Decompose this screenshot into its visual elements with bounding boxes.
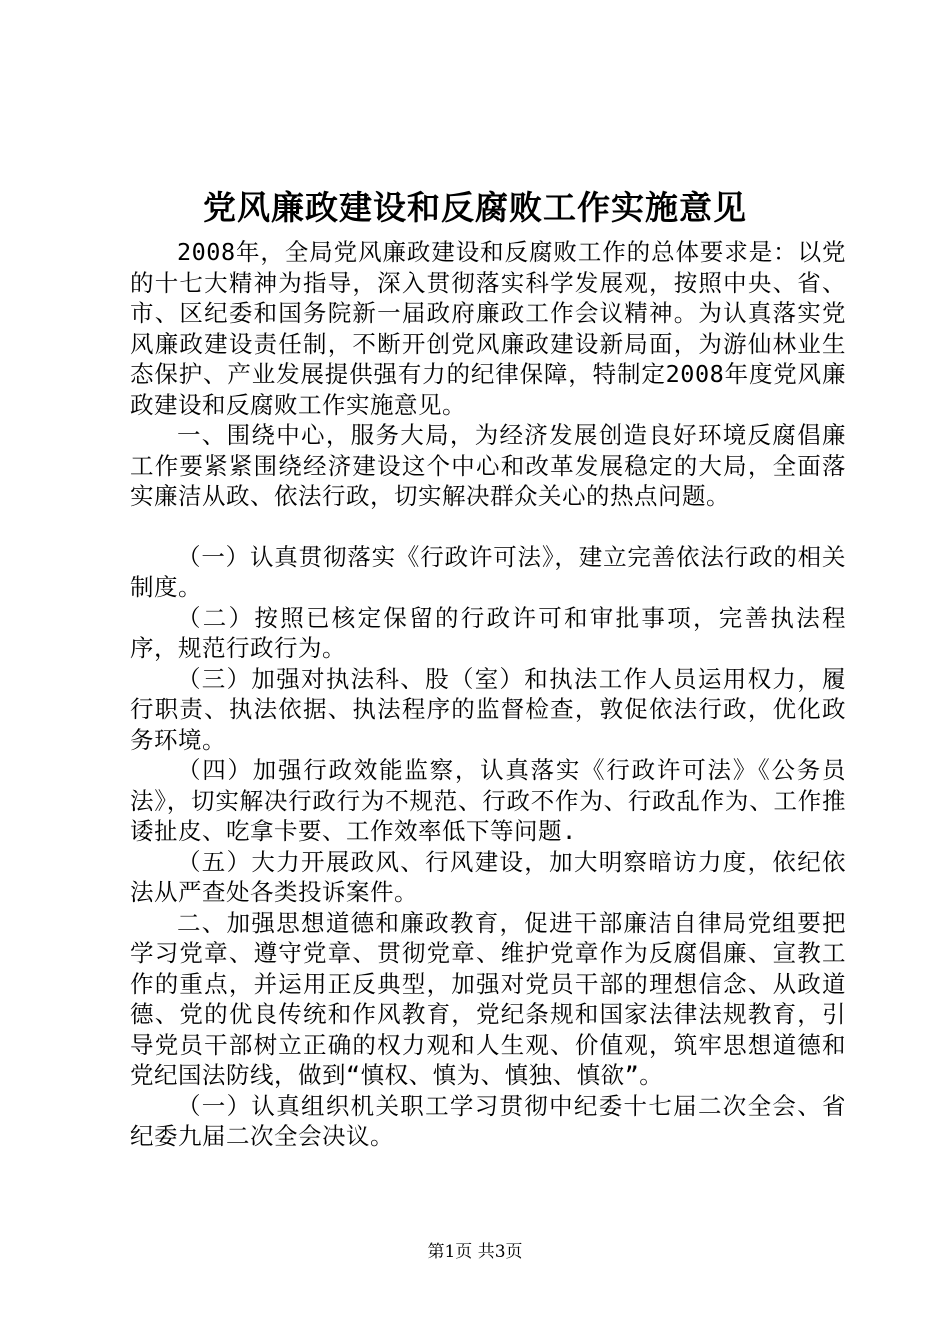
paragraph-item-4: （四）加强行政效能监察，认真落实《行政许可法》《公务员法》，切实解决行政行为不规范、行政不作为、行政乱作为、工作推诿扯皮、吃拿卡要、工作效率低下等问题.: [130, 756, 846, 845]
paragraph-item-3: （三）加强对执法科、股（室）和执法工作人员运用权力，履行职责、执法依据、执法程序的监督检查，敦促依法行政，优化政务环境。: [130, 664, 846, 754]
blank-line: [130, 512, 846, 542]
paragraph-section-two-item-1: （一）认真组织机关职工学习贯彻中纪委十七届二次全会、省纪委九届二次全会决议。: [130, 1091, 846, 1150]
paragraph-item-5: （五）大力开展政风、行风建设，加大明察暗访力度，依纪依法从严查处各类投诉案件。: [130, 847, 846, 906]
document-body: [130, 237, 846, 1152]
paragraph-item-1: （一）认真贯彻落实《行政许可法》，建立完善依法行政的相关制度。: [130, 542, 846, 601]
paragraph-section-two: 二、加强思想道德和廉政教育，促进干部廉洁自律局党组要把学习党章、遵守党章、贯彻党章、维护党章作为反腐倡廉、宣教工作的重点，并运用正反典型，加强对党员干部的理想信念、从政道德、党的优良传统和作风教育，党纪条规和国家法律法规教育，引导党员干部树立正确的权力观和人生观、价值观，筑牢思想道德和党纪国法防线，做到“慎权、慎为、慎独、慎欲”。: [130, 908, 846, 1089]
paragraph-item-2: （二）按照已核定保留的行政许可和审批事项，完善执法程序，规范行政行为。: [130, 603, 846, 662]
paragraph-section-one: 一、围绕中心，服务大局，为经济发展创造良好环境反腐倡廉工作要紧紧围绕经济建设这个中心和改革发展稳定的大局，全面落实廉洁从政、依法行政，切实解决群众关心的热点问题。: [130, 421, 846, 510]
document-title: 党风廉政建设和反腐败工作实施意见: [203, 188, 747, 227]
paragraph-intro: 2008年，全局党风廉政建设和反腐败工作的总体要求是：以党的十七大精神为指导，深入贯彻落实科学发展观，按照中央、省、市、区纪委和国务院新一届政府廉政工作会议精神。为认真落实党风廉政建设责任制，不断开创党风廉政建设新局面，为游仙林业生态保护、产业发展提供强有力的纪律保障，特制定2008年度党风廉政建设和反腐败工作实施意见。: [130, 238, 846, 419]
page-number-footer: 第1页 共3页: [427, 1242, 523, 1262]
